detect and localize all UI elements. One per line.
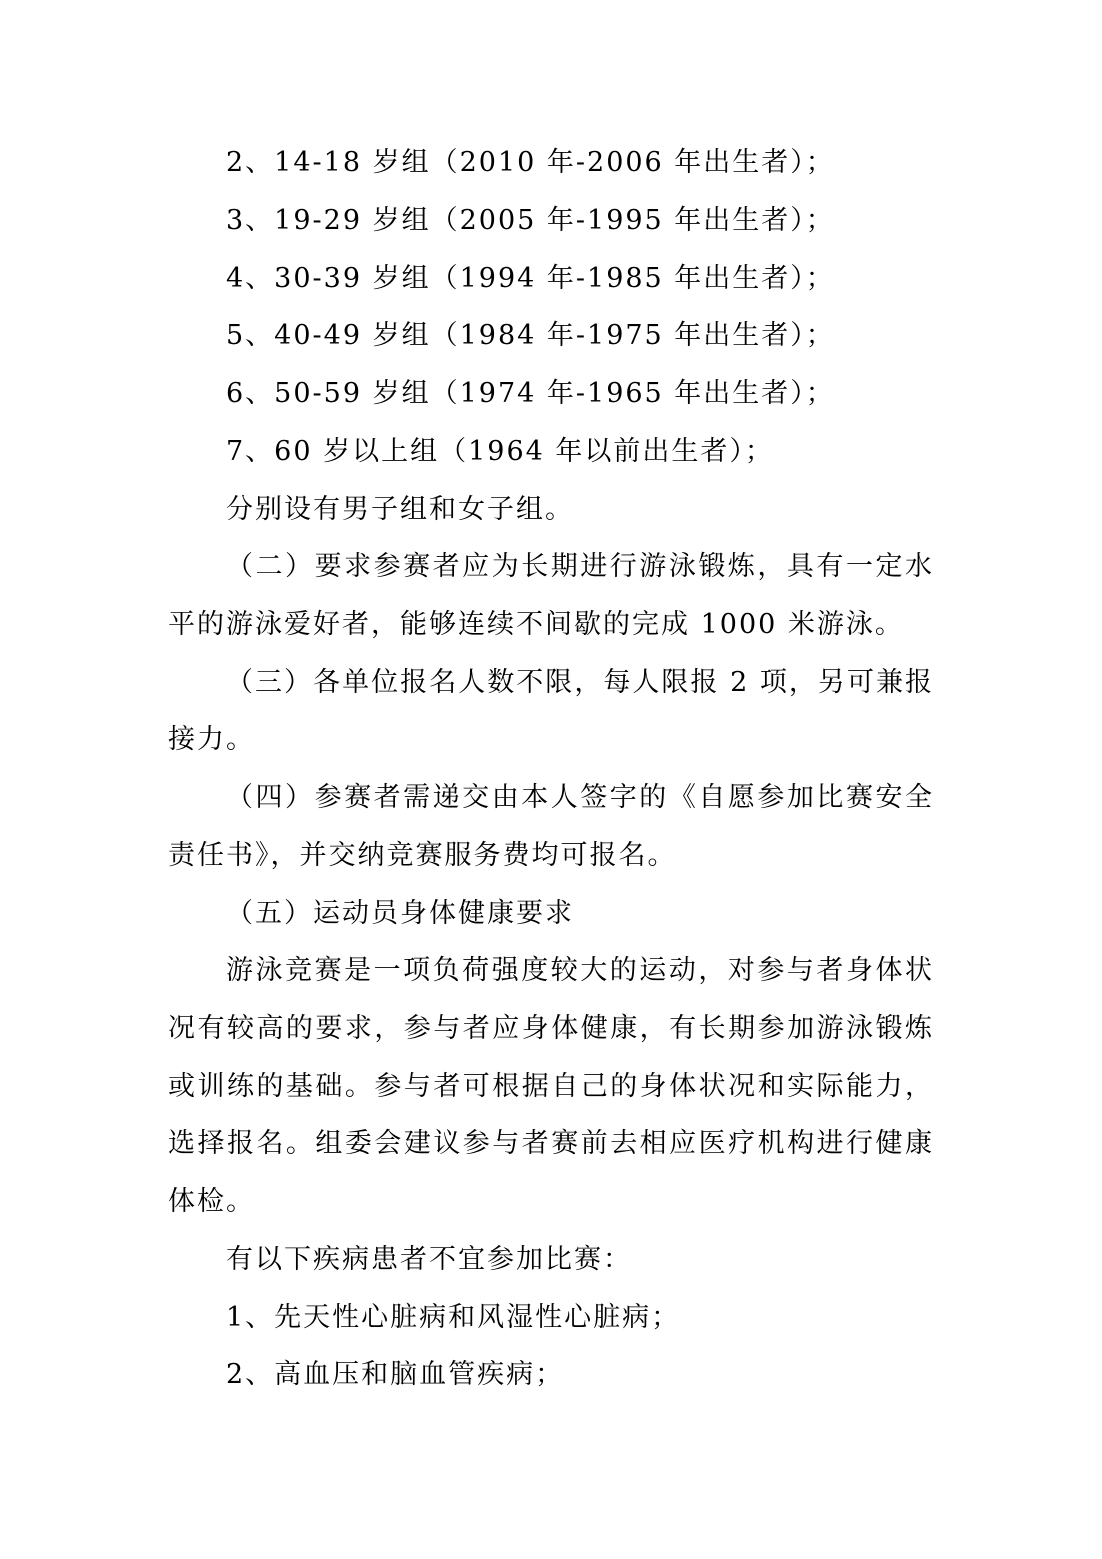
health-paragraph-line-1: 游泳竞赛是一项负荷强度较大的运动，对参与者身体状 [226,955,934,986]
age-group-line-5: 5、40-49 岁组（1984 年-1975 年出生者）； [226,320,835,351]
diseases-intro-line: 有以下疾病患者不宜参加比赛： [226,1244,632,1275]
health-paragraph-line-3: 或训练的基础。参与者可根据自己的身体状况和实际能力， [168,1071,934,1102]
requirement-2-line-1: （二）要求参赛者应为长期进行游泳锻炼，具有一定水 [226,551,934,582]
age-group-line-6: 6、50-59 岁组（1974 年-1965 年出生者）； [226,378,835,409]
disease-item-1: 1、先天性心脏病和风湿性心脏病； [226,1302,681,1333]
gender-groups-line: 分别设有男子组和女子组。 [226,494,574,525]
requirement-3-line-2: 接力。 [168,724,255,755]
disease-item-2: 2、高血压和脑血管疾病； [226,1359,565,1390]
requirement-3-line-1: （三）各单位报名人数不限，每人限报 2 项，另可兼报 [226,667,934,698]
age-group-line-4: 4、30-39 岁组（1994 年-1985 年出生者）； [226,263,835,294]
requirement-4-line-1: （四）参赛者需递交由本人签字的《自愿参加比赛安全 [226,782,934,813]
requirement-4-line-2: 责任书》，并交纳竞赛服务费均可报名。 [168,840,677,871]
requirement-5-heading: （五）运动员身体健康要求 [226,898,574,929]
age-group-line-7: 7、60 岁以上组（1964 年以前出生者）； [226,436,774,467]
requirement-2-line-2: 平的游泳爱好者，能够连续不间歇的完成 1000 米游泳。 [168,609,904,640]
health-paragraph-line-4: 选择报名。组委会建议参与者赛前去相应医疗机构进行健康 [168,1128,934,1159]
age-group-line-3: 3、19-29 岁组（2005 年-1995 年出生者）； [226,205,835,236]
health-paragraph-line-5: 体检。 [168,1186,255,1217]
health-paragraph-line-2: 况有较高的要求，参与者应身体健康，有长期参加游泳锻炼 [168,1013,934,1044]
age-group-line-2: 2、14-18 岁组（2010 年-2006 年出生者）； [226,147,835,178]
